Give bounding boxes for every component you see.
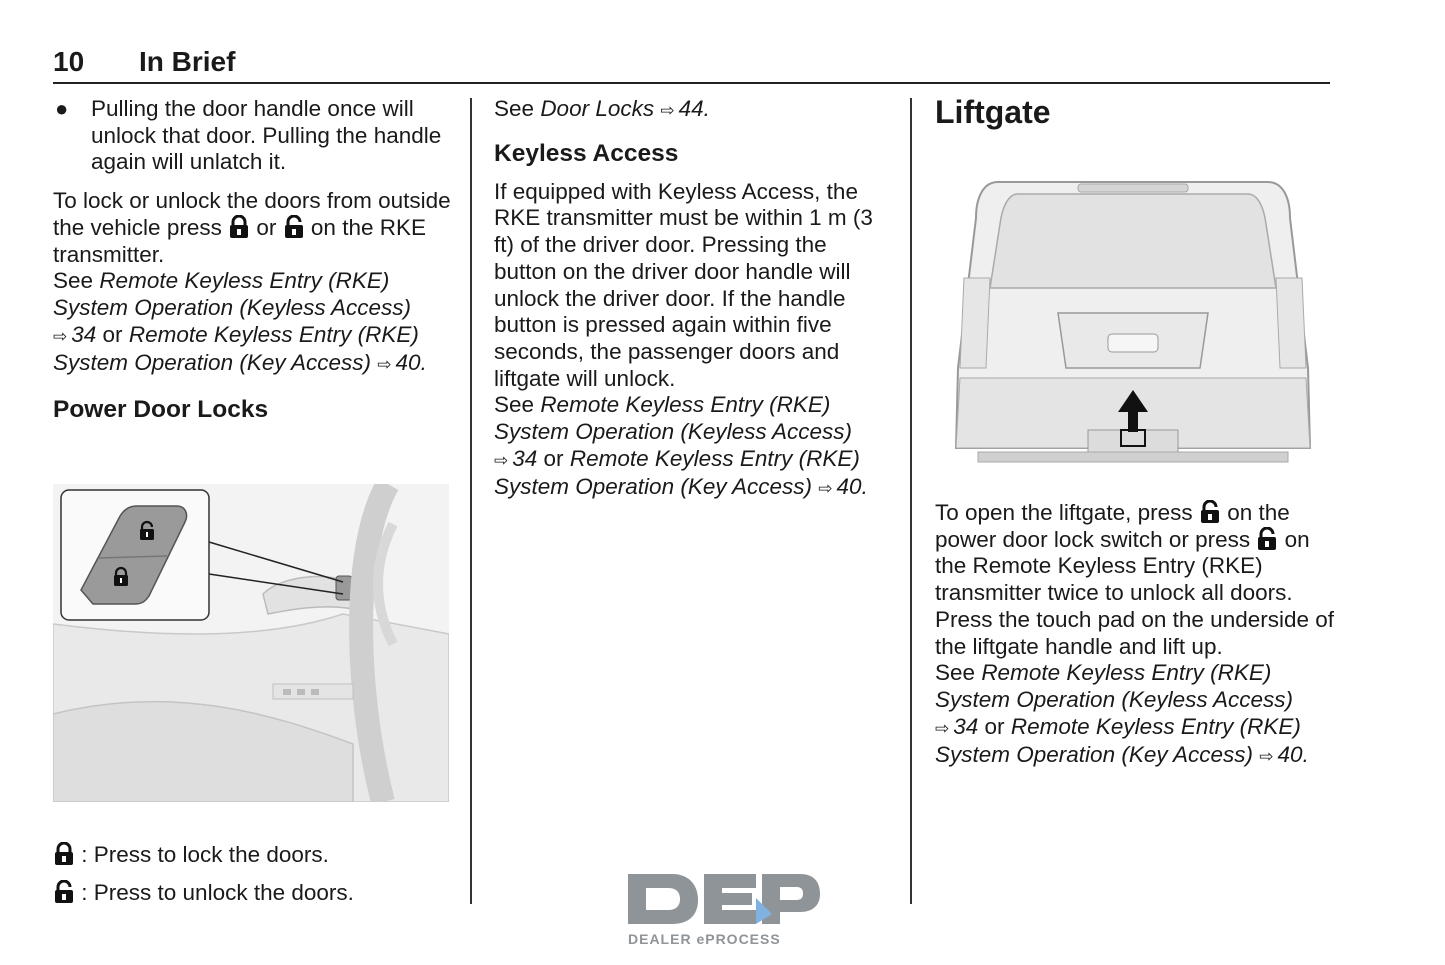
bullet-icon: ●	[55, 96, 69, 121]
ref-link-keyless[interactable]: Remote Keyless Entry (RKE) System Operation (Keyless Access)	[935, 660, 1294, 712]
reference-arrow-icon: ⇨	[377, 355, 392, 375]
section-heading-keyless-access: Keyless Access	[494, 139, 679, 167]
lock-icon	[228, 215, 250, 239]
see-reference	[494, 392, 894, 503]
bullet-text: Pulling the door handle once will unlock that door. Pulling the handle again will unlatch it.	[91, 96, 442, 175]
legend-lock-text: : Press to lock the doors.	[81, 842, 329, 867]
door-lock-switch-illustration	[53, 484, 449, 802]
see-label: See	[494, 96, 535, 121]
ref-link-key-access[interactable]: Remote Keyless Entry (RKE) System Operation (Key Access)	[935, 713, 1301, 768]
list-item	[53, 96, 453, 176]
unlock-icon	[53, 880, 75, 904]
lock-icon	[53, 842, 75, 866]
logo-subtitle: DEALER ePROCESS	[628, 931, 781, 947]
column-divider-2	[910, 98, 912, 904]
see-label: See	[494, 392, 535, 418]
ref-link-door-locks[interactable]: Door Locks	[540, 96, 655, 121]
ref-page: 40.	[836, 474, 868, 500]
unlock-icon	[283, 215, 305, 239]
or-label: or	[984, 713, 1005, 739]
ref-page: 44	[678, 96, 704, 121]
reference-arrow-icon: ⇨	[53, 326, 68, 346]
liftgate-illustration	[938, 168, 1328, 468]
lock-paragraph-or: or	[256, 214, 277, 240]
reference-arrow-icon: ⇨	[494, 450, 509, 470]
ref-link-key-access[interactable]: Remote Keyless Entry (RKE) System Operation (Key Access)	[53, 321, 419, 376]
or-label: or	[102, 321, 123, 347]
lock-paragraph-text-a: To lock or unlock the doors from outside the vehicle press	[53, 188, 451, 240]
ref-link-keyless[interactable]: Remote Keyless Entry (RKE) System Operation (Keyless Access)	[494, 392, 853, 445]
legend-unlock-text: : Press to unlock the doors.	[81, 880, 354, 905]
see-label: See	[53, 268, 94, 294]
see-reference	[53, 268, 453, 379]
reference-arrow-icon: ⇨	[818, 479, 833, 499]
liftgate-text-b: on the power door lock switch or press	[935, 500, 1290, 552]
vehicle-rear-drawing	[938, 168, 1328, 468]
reference-arrow-icon: ⇨	[1259, 747, 1274, 767]
column-3	[935, 94, 1335, 130]
liftgate-text-a: To open the liftgate, press	[935, 500, 1193, 525]
ref-page: 34	[512, 445, 538, 471]
ref-page: 40.	[395, 350, 427, 376]
legend-lock	[53, 836, 453, 874]
ref-page: 34	[953, 713, 979, 739]
section-heading-power-door-locks: Power Door Locks	[53, 396, 269, 424]
lock-paragraph	[53, 188, 453, 268]
see-reference	[935, 660, 1335, 771]
keyless-access-body: If equipped with Keyless Access, the RKE transmitter must be within 1 m (3 ft) of the driver door. Pressing the button on the driver door handle will unlock the driver door. If the handle button is pressed again within five seconds, the passenger doors and liftgate will unlock.	[494, 178, 873, 391]
column-2	[494, 96, 894, 503]
or-label: or	[543, 445, 564, 471]
unlock-icon	[1256, 527, 1278, 551]
liftgate-text-c: on the Remote Keyless Entry (RKE) transmitter twice to unlock all doors. Press the touch pad on the underside of the liftgate handle and lift up.	[935, 526, 1335, 659]
reference-arrow-icon: ⇨	[660, 101, 675, 120]
reference-arrow-icon: ⇨	[935, 718, 950, 738]
page-header	[53, 44, 1330, 84]
dealer-eprocess-logo	[624, 868, 822, 950]
door-locks-reference: See Door Locks ⇨ 44.	[494, 96, 710, 121]
column-divider-1	[470, 98, 472, 904]
ref-link-key-access[interactable]: Remote Keyless Entry (RKE) System Operation (Key Access)	[494, 445, 860, 500]
lock-legend	[53, 836, 453, 912]
liftgate-paragraph	[935, 500, 1335, 660]
column-1	[53, 96, 453, 425]
column-3-body	[935, 500, 1335, 771]
chapter-title: In Brief	[139, 46, 236, 77]
ref-page: 40.	[1277, 742, 1309, 768]
page-number: 10	[53, 46, 85, 77]
unlock-icon	[1199, 500, 1221, 524]
see-label: See	[935, 660, 976, 686]
legend-unlock	[53, 874, 453, 912]
section-heading-liftgate: Liftgate	[935, 94, 1051, 130]
door-interior-drawing	[53, 484, 449, 802]
ref-page: 34	[71, 321, 97, 347]
lock-paragraph-text-b: on the RKE transmitter.	[53, 214, 426, 267]
ref-link-keyless[interactable]: Remote Keyless Entry (RKE) System Operation (Keyless Access)	[53, 268, 412, 320]
